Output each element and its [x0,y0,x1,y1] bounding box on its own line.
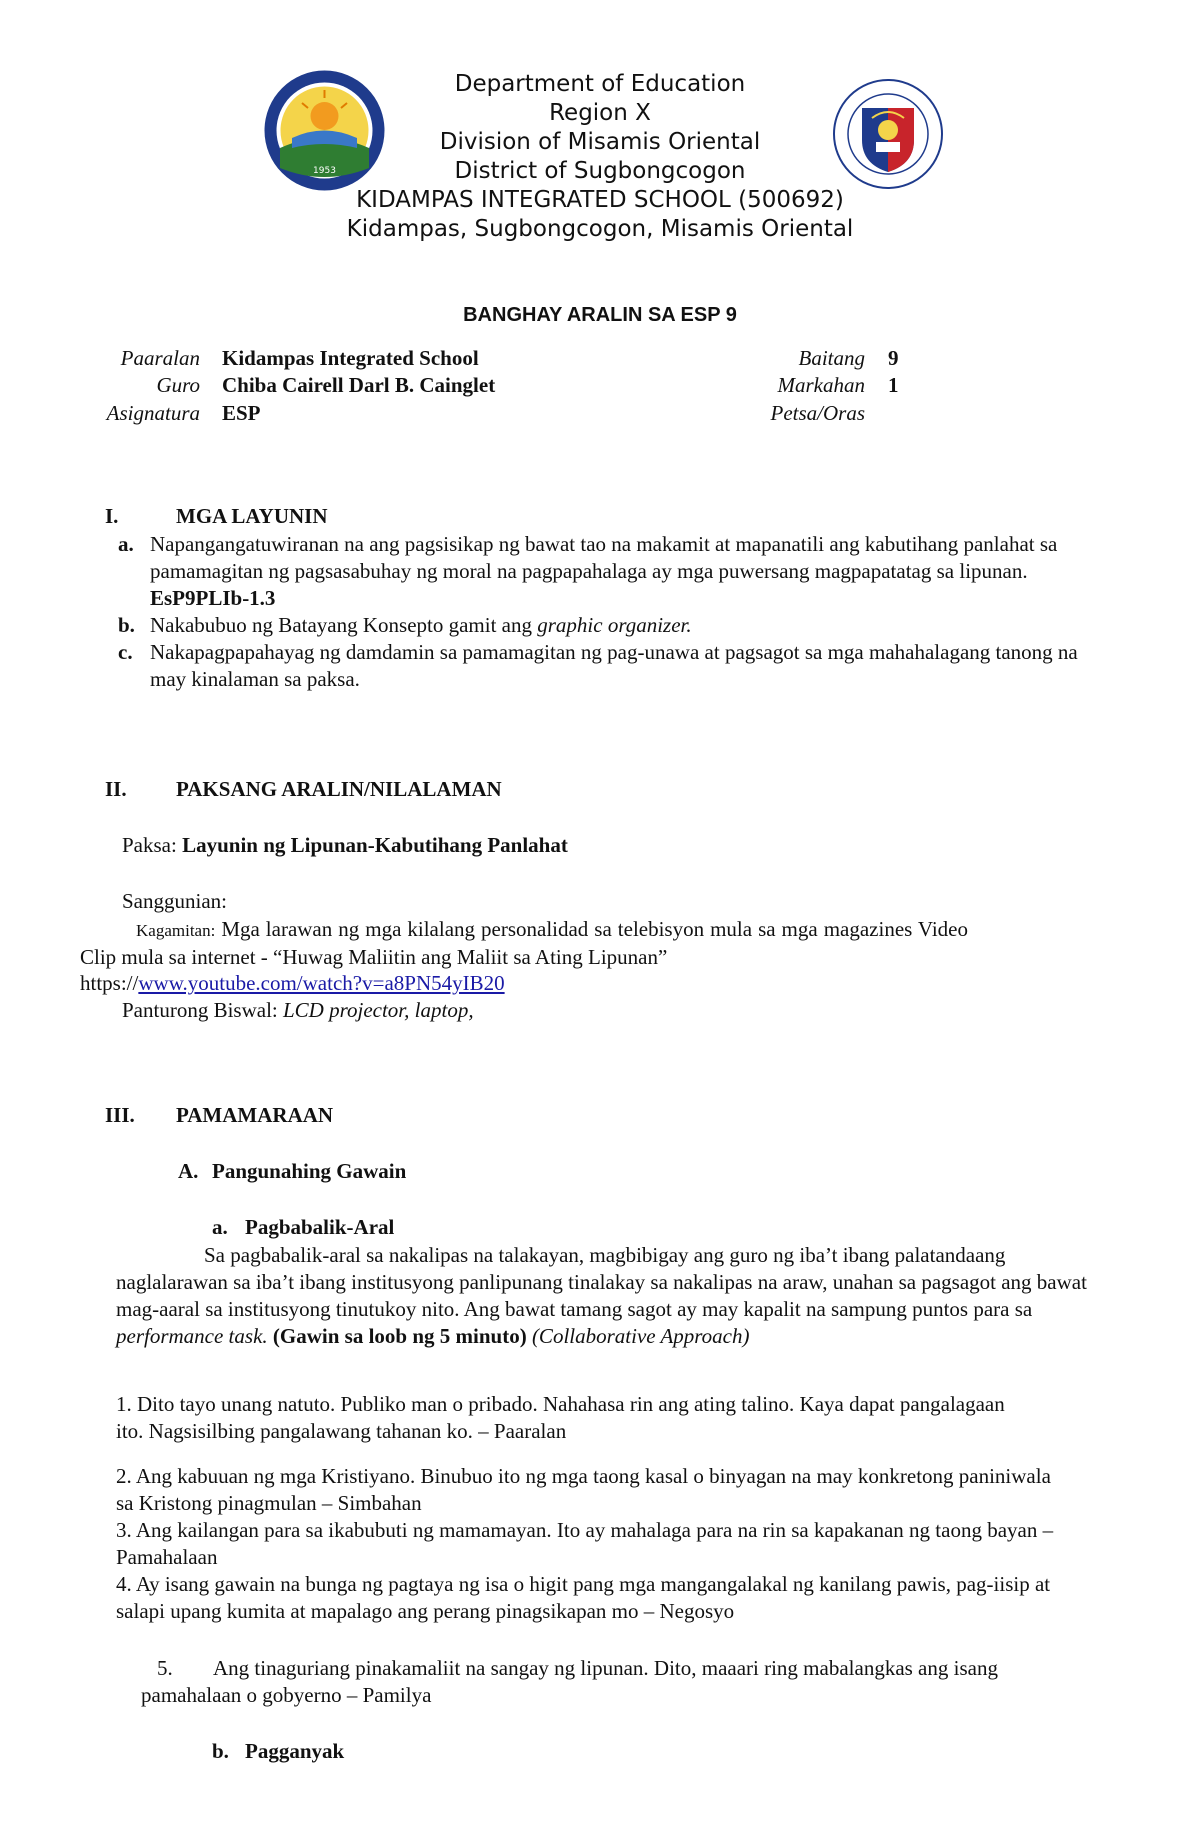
pba-bold: (Gawin sa loob ng 5 minuto) [272,1324,527,1348]
baitang-value: 9 [888,346,899,370]
youtube-link[interactable]: www.youtube.com/watch?v=a8PN54yIB20 [138,971,505,995]
petsa-label: Petsa/Oras [770,401,865,425]
paaralan-value: Kidampas Integrated School [222,346,479,370]
asignatura-value: ESP [222,401,261,425]
list-item-5-number: 5. [157,1656,173,1680]
school-seal-year: 1953 [313,166,336,176]
reference-url-line [80,970,505,997]
objective-a-text: Napangangatuwiranan na ang pagsisikap ng bawat tao na makamit at mapanatili ang kabutihang panlahat sa pamamagitan ng pagsasabuhay ng moral na pagpapahalaga ay mga puwersang magpapatatag sa lipunan. [150,532,1058,583]
paaralan-label: Paaralan [120,346,200,370]
kagamitan-paragraph [80,916,968,971]
objective-c-text: Nakapagpapahayag ng damdamin sa pamamagitan ng pag-unawa at pagsagot sa mga mahahalagang tanong na may kinalaman sa paksa. [150,640,1078,691]
section-2-title: PAKSANG ARALIN/NILALAMAN [176,777,502,801]
panturong-label: Panturong Biswal: [122,998,278,1022]
part-A-title: Pangunahing Gawain [212,1159,407,1183]
kagamitan-label: Kagamitan: [136,921,216,940]
url-prefix: https:// [80,971,139,995]
objective-a-label: a. [118,532,134,556]
section-1-number: I. [105,504,119,528]
objective-b-label: b. [118,613,135,637]
objective-b-italic: graphic organizer. [537,613,692,637]
sanggunian-label: Sanggunian: [122,889,227,913]
header-region: Region X [549,100,651,126]
panturong-value: LCD projector, laptop, [283,998,474,1022]
part-a-label: a. [212,1215,228,1239]
section-3-title: PAMAMARAAN [176,1103,334,1127]
panturong-line [122,997,474,1024]
asignatura-label: Asignatura [106,401,200,425]
list-item: 4. Ay isang gawain na bunga ng pagtaya ng isa o higit pang mga mangangalakal ng kanilang pawis, pag-iisip at salapi upang kumita at mapalago ang perang pinagsikapan mo – Negosyo [116,1572,1051,1623]
section-3-number: III. [105,1103,135,1127]
paksa-value: Layunin ng Lipunan-Kabutihang Panlahat [182,833,568,857]
pba-text: Sa pagbabalik-aral sa nakalipas na talakayan, magbibigay ang guro ng iba’t ibang palatandaang naglalarawan sa iba’t ibang institusyong panlipunang tinalakay sa nakalipas na araw, unahan sa pagsagot ang bawat mag-aaral sa institusyong tinutukoy nito. Ang bawat tamang sagot ay may kapalit na sampung puntos para sa [116,1243,1087,1321]
header-address: Kidampas, Sugbongcogon, Misamis Oriental [346,216,854,242]
letterhead [300,70,900,244]
part-a-title: Pagbabalik-Aral [245,1215,395,1239]
kagamitan-text: Mga larawan ng mga kilalang personalidad sa telebisyon mula sa mga magazines Video Clip mula sa internet - “Huwag Maliitin ang Maliit sa Ating Lipunan” [80,917,968,969]
section-1-title: MGA LAYUNIN [176,504,328,528]
pagbabalik-aral-paragraph [116,1242,1109,1350]
header-division: Division of Misamis Oriental [439,129,761,155]
objective-a-code: EsP9PLIb-1.3 [150,586,276,610]
part-b-label: b. [212,1739,229,1763]
part-A-label: A. [178,1159,199,1183]
document-title: BANGHAY ARALIN SA ESP 9 [463,304,737,326]
markahan-label: Markahan [777,373,865,397]
guro-label: Guro [156,373,200,397]
header-department: Department of Education [454,71,746,97]
list-item: 2. Ang kabuuan ng mga Kristiyano. Binubuo ito ng mga taong kasal o binyagan na may konkretong paniniwala sa Kristong pinagmulan – Simbahan [116,1464,1051,1515]
list-item: 3. Ang kailangan para sa ikabubuti ng mamamayan. Ito ay mahalaga para na rin sa kapakanan ng taong bayan – Pamahalaan [116,1518,1054,1569]
objective-a [150,531,1100,612]
header-district: District of Sugbongcogon [454,158,746,184]
list-item: 1. Dito tayo unang natuto. Publiko man o pribado. Nahahasa rin ang ating talino. Kaya dapat pangalagaan ito. Nagsisilbing pangalawang tahanan ko. – Paaralan [116,1392,1005,1443]
pba-italic: performance task. [116,1324,268,1348]
objective-b-text: Nakabubuo ng Batayang Konsepto gamit ang [150,613,532,637]
part-b-title: Pagganyak [245,1739,345,1763]
objective-c-label: c. [118,640,133,664]
pba-italic-2: (Collaborative Approach) [531,1324,750,1348]
baitang-label: Baitang [798,346,865,370]
paksa-label: Paksa: [122,833,177,857]
section-2-number: II. [105,777,127,801]
list-item-5-text: Ang tinaguriang pinakamaliit na sangay ng lipunan. Dito, maaari ring mabalangkas ang isang pamahalaan o gobyerno – Pamilya [141,1656,998,1707]
paksa-line [122,832,568,859]
markahan-value: 1 [888,373,899,397]
header-school: KIDAMPAS INTEGRATED SCHOOL (500692) [356,187,844,213]
guro-value: Chiba Cairell Darl B. Cainglet [222,373,496,397]
objective-b [150,612,1100,639]
